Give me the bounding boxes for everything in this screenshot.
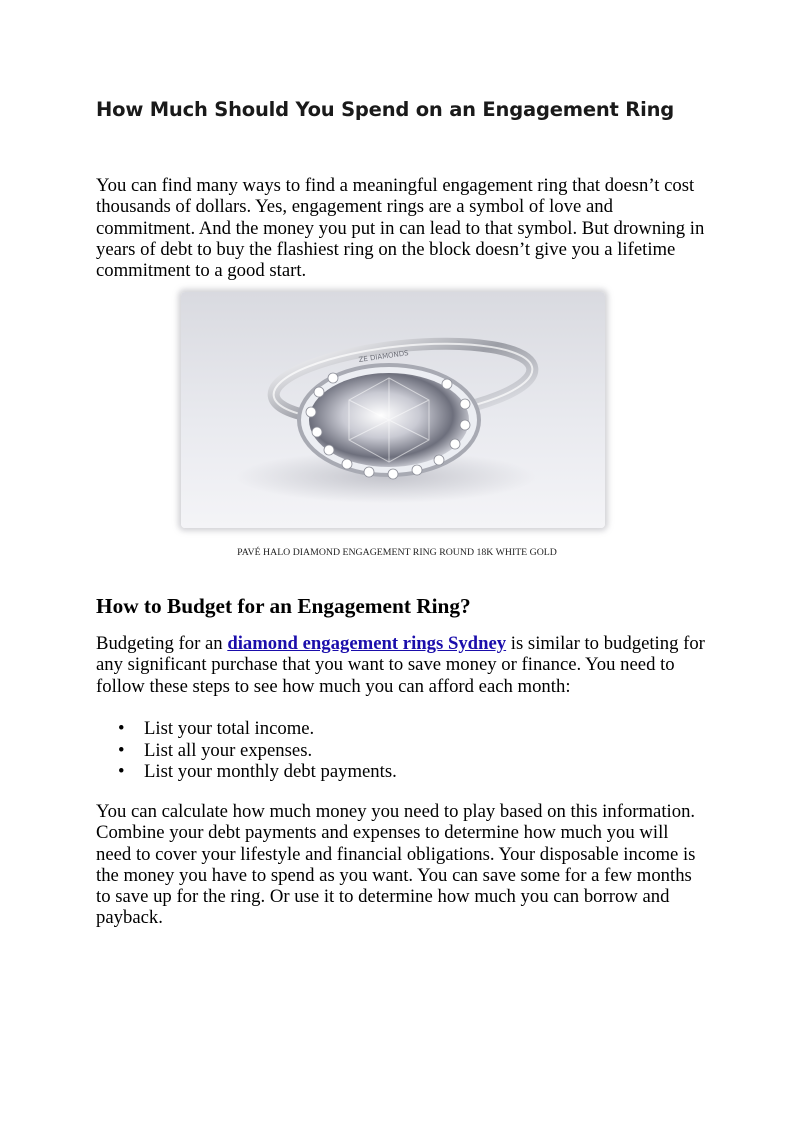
list-item (96, 761, 397, 783)
budget-paragraph-lead: Budgeting for an (96, 633, 228, 654)
list-item-text: List all your expenses. (144, 739, 313, 761)
bullet-icon: • (118, 761, 125, 783)
ring-engraving: ZE DIAMONDS (358, 349, 410, 364)
list-item (96, 740, 397, 762)
intro-paragraph: You can find many ways to find a meaningful engagement ring that doesn’t cost thousands of dollars. Yes, engagement rings are a symbol of love and commitment. And the money you put in can lead to that symbol. But drowning in years of debt to buy the flashiest ring on the block doesn’t give you a lifetime commitment to a good start. (96, 175, 705, 282)
list-item-text: List your monthly debt payments. (144, 761, 397, 783)
budget-steps-list (96, 718, 397, 783)
closing-paragraph: You can calculate how much money you need to play based on this information. Combine your debt payments and expenses to determine how much you will need to cover your lifestyle and financial obligations. Your disposable income is the money you have to spend as you want. You can save some for a few months to save up for the ring. Or use it to determine how much you can borrow and payback. (96, 801, 696, 929)
budget-paragraph (96, 633, 708, 697)
page-title: How Much Should You Spend on an Engagement Ring (96, 98, 675, 121)
ring-photo (181, 292, 605, 528)
bullet-icon: • (118, 739, 125, 761)
list-item-text: List your total income. (144, 718, 315, 739)
diamond-rings-sydney-link[interactable]: diamond engagement rings Sydney (227, 633, 507, 654)
image-caption: PAVÉ HALO DIAMOND ENGAGEMENT RING ROUND 18K WHITE GOLD (237, 547, 557, 558)
list-item (96, 718, 397, 740)
bullet-icon: • (118, 718, 125, 739)
budget-paragraph-rest: is similar to budgeting for any significant purchase that you want to save money or finance. You need to follow these steps to see how much you can afford each month: (96, 633, 705, 697)
section-heading: How to Budget for an Engagement Ring? (96, 594, 471, 618)
